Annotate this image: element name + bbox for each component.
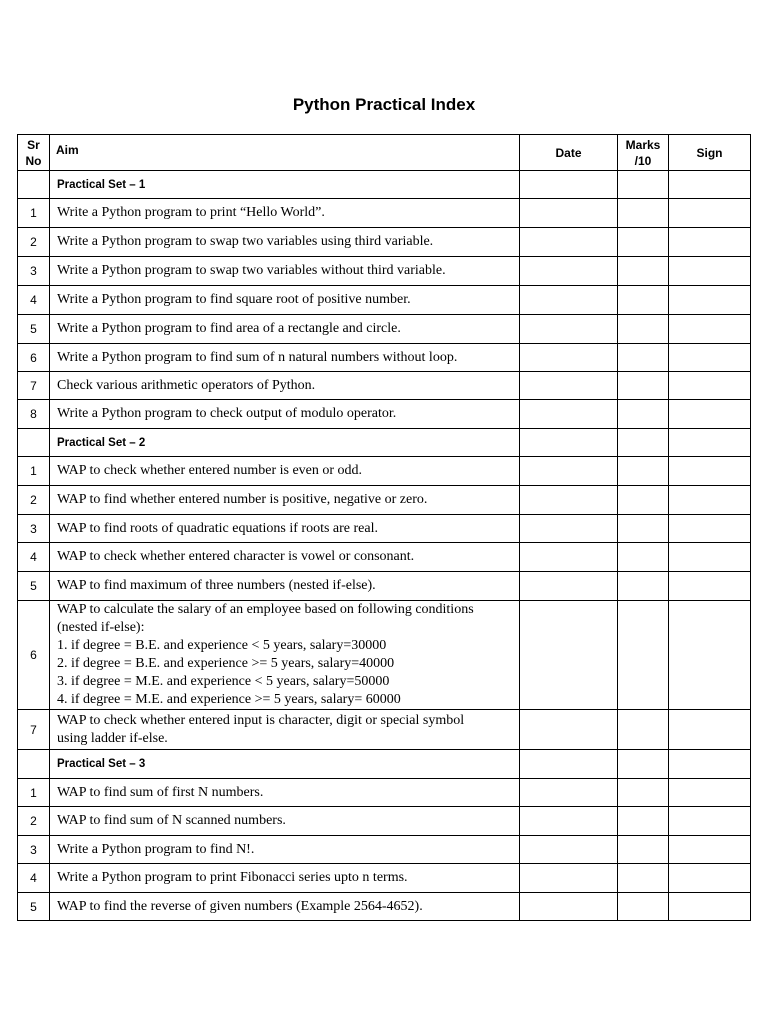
practical-row [18,543,751,572]
serial-number: 1 [18,779,50,807]
practical-row [18,893,751,921]
page-title: Python Practical Index [292,95,476,114]
practical-set-row [18,429,751,457]
serial-number: 2 [18,228,50,257]
date-cell[interactable] [520,457,618,486]
set-row-blank-cell [18,171,50,199]
date-cell[interactable] [520,400,618,429]
sign-cell[interactable] [669,344,751,372]
practical-row [18,779,751,807]
serial-number: 1 [18,199,50,228]
set-row-blank-cell [669,429,751,457]
sign-cell[interactable] [669,836,751,864]
serial-number: 4 [18,864,50,893]
date-cell[interactable] [520,228,618,257]
marks-cell[interactable] [618,836,669,864]
sr-header-line-1: Sr [27,137,40,152]
sign-cell[interactable] [669,286,751,315]
sign-cell[interactable] [669,807,751,836]
date-cell[interactable] [520,836,618,864]
serial-number: 5 [18,315,50,344]
sign-cell[interactable] [669,315,751,344]
practical-index-table [17,134,751,921]
marks-cell[interactable] [618,601,669,710]
date-cell[interactable] [520,257,618,286]
marks-cell[interactable] [618,372,669,400]
aim-line: 1. if degree = B.E. and experience < 5 years, salary=30000 [57,638,387,653]
practical-row [18,372,751,400]
practical-set-label: Practical Set – 3 [50,750,520,779]
aim-text: Write a Python program to swap two variables without third variable. [50,257,520,286]
date-cell[interactable] [520,807,618,836]
aim-header: Aim [50,135,520,171]
serial-number: 3 [18,515,50,543]
serial-number: 1 [18,457,50,486]
aim-text: Write a Python program to find area of a rectangle and circle. [50,315,520,344]
aim-text: Write a Python program to swap two variables using third variable. [50,228,520,257]
serial-number: 7 [18,710,50,750]
aim-text: Write a Python program to find sum of n natural numbers without loop. [50,344,520,372]
aim-text: Check various arithmetic operators of Python. [50,372,520,400]
marks-cell[interactable] [618,199,669,228]
aim-line: WAP to check whether entered input is character, digit or special symbol [57,712,465,728]
practical-row [18,257,751,286]
aim-text [50,710,520,750]
marks-cell[interactable] [618,864,669,893]
sign-cell[interactable] [669,228,751,257]
marks-cell[interactable] [618,315,669,344]
practical-row [18,486,751,515]
serial-number: 6 [18,601,50,710]
aim-text: WAP to check whether entered character is vowel or consonant. [50,543,520,572]
marks-cell[interactable] [618,400,669,429]
sign-cell[interactable] [669,543,751,572]
practical-set-row [18,171,751,199]
serial-number: 2 [18,807,50,836]
aim-text: WAP to find whether entered number is positive, negative or zero. [50,486,520,515]
aim-line: WAP to calculate the salary of an employee based on following conditions [57,602,474,617]
set-row-blank-cell [618,429,669,457]
date-cell[interactable] [520,286,618,315]
marks-cell[interactable] [618,486,669,515]
date-cell[interactable] [520,372,618,400]
practical-row [18,286,751,315]
marks-cell[interactable] [618,779,669,807]
serial-number: 7 [18,372,50,400]
practical-row [18,400,751,429]
aim-text: WAP to find roots of quadratic equations if roots are real. [50,515,520,543]
sr-no-header [18,135,50,171]
sign-cell[interactable] [669,486,751,515]
serial-number: 5 [18,572,50,601]
sign-header: Sign [669,135,751,171]
serial-number: 3 [18,257,50,286]
aim-text [50,601,520,710]
practical-row [18,457,751,486]
aim-line: using ladder if-else. [57,730,168,746]
header-row [18,135,751,171]
practical-row [18,836,751,864]
serial-number: 6 [18,344,50,372]
practical-set-label: Practical Set – 2 [50,429,520,457]
marks-header-line-1: Marks [625,137,661,152]
practical-row [18,807,751,836]
marks-cell[interactable] [618,710,669,750]
serial-number: 3 [18,836,50,864]
serial-number: 4 [18,286,50,315]
date-cell[interactable] [520,543,618,572]
marks-cell[interactable] [618,344,669,372]
date-cell[interactable] [520,486,618,515]
set-row-blank-cell [618,750,669,779]
practical-row [18,344,751,372]
sign-cell[interactable] [669,893,751,921]
aim-text: WAP to check whether entered number is even or odd. [50,457,520,486]
marks-cell[interactable] [618,286,669,315]
marks-header [618,135,669,171]
marks-cell[interactable] [618,257,669,286]
set-row-blank-cell [18,750,50,779]
sign-cell[interactable] [669,710,751,750]
practical-set-row [18,750,751,779]
marks-cell[interactable] [618,807,669,836]
practical-row [18,228,751,257]
marks-header-line-2: /10 [634,153,652,168]
practical-row [18,601,751,710]
set-row-blank-cell [520,171,618,199]
practical-row [18,710,751,750]
practical-set-label: Practical Set – 1 [50,171,520,199]
sign-cell[interactable] [669,372,751,400]
practical-row [18,199,751,228]
marks-cell[interactable] [618,457,669,486]
sign-cell[interactable] [669,199,751,228]
sign-cell[interactable] [669,601,751,710]
sign-cell[interactable] [669,572,751,601]
set-row-blank-cell [18,429,50,457]
aim-line: 3. if degree = M.E. and experience < 5 years, salary=50000 [57,674,390,689]
aim-line: 2. if degree = B.E. and experience >= 5 years, salary=40000 [57,656,395,671]
aim-line: 4. if degree = M.E. and experience >= 5 years, salary= 60000 [57,692,401,707]
aim-text: Write a Python program to find N!. [50,836,520,864]
set-row-blank-cell [618,171,669,199]
set-row-blank-cell [520,429,618,457]
aim-text: Write a Python program to check output of modulo operator. [50,400,520,429]
aim-line: (nested if-else): [57,620,145,635]
date-cell[interactable] [520,315,618,344]
sign-cell[interactable] [669,779,751,807]
date-header: Date [520,135,618,171]
marks-cell[interactable] [618,228,669,257]
date-cell[interactable] [520,601,618,710]
sign-cell[interactable] [669,400,751,429]
sign-cell[interactable] [669,257,751,286]
serial-number: 2 [18,486,50,515]
marks-cell[interactable] [618,543,669,572]
date-cell[interactable] [520,515,618,543]
date-cell[interactable] [520,199,618,228]
practical-row [18,572,751,601]
aim-text: Write a Python program to find square root of positive number. [50,286,520,315]
set-row-blank-cell [520,750,618,779]
sign-cell[interactable] [669,515,751,543]
date-cell[interactable] [520,893,618,921]
sign-cell[interactable] [669,457,751,486]
set-row-blank-cell [669,171,751,199]
date-cell[interactable] [520,710,618,750]
sign-cell[interactable] [669,864,751,893]
serial-number: 4 [18,543,50,572]
serial-number: 5 [18,893,50,921]
aim-text: Write a Python program to print “Hello World”. [50,199,520,228]
date-cell[interactable] [520,779,618,807]
aim-text: Write a Python program to print Fibonacci series upto n terms. [50,864,520,893]
practical-row [18,864,751,893]
set-row-blank-cell [669,750,751,779]
marks-cell[interactable] [618,515,669,543]
aim-text: WAP to find sum of N scanned numbers. [50,807,520,836]
aim-text: WAP to find maximum of three numbers (nested if-else). [50,572,520,601]
no-header-line-2: No [25,153,42,168]
serial-number: 8 [18,400,50,429]
aim-text: WAP to find the reverse of given numbers (Example 2564-4652). [50,893,520,921]
date-cell[interactable] [520,572,618,601]
marks-cell[interactable] [618,572,669,601]
date-cell[interactable] [520,344,618,372]
aim-text: WAP to find sum of first N numbers. [50,779,520,807]
practical-row [18,315,751,344]
marks-cell[interactable] [618,893,669,921]
date-cell[interactable] [520,864,618,893]
practical-row [18,515,751,543]
